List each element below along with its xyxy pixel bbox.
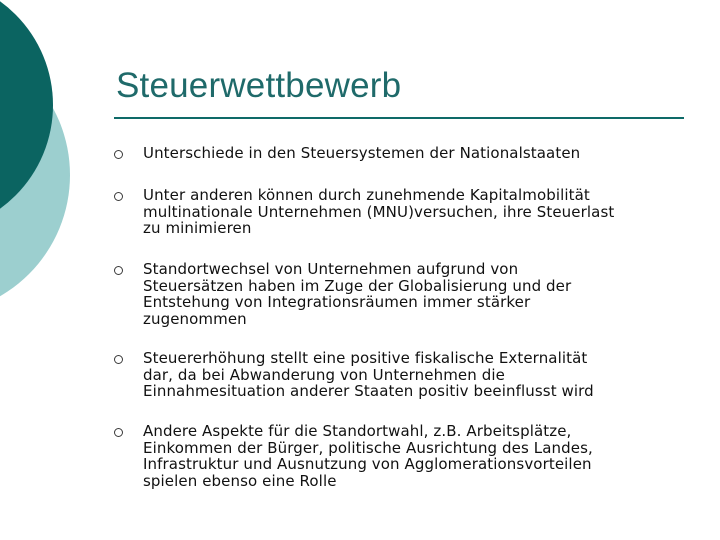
bullet-text: Unterschiede in den Steuersystemen der Nationalstaaten [143, 144, 581, 162]
bullet-text: Andere Aspekte für die Standortwahl, z.B. Arbeitsplätze, Einkommen der Bürger, politische Ausrichtung des Landes, Infrastruktur und Ausnutzung von Agglomerationsvorteilen spielen ebenso eine Rolle [143, 422, 593, 490]
bullet-item [111, 187, 681, 237]
bullet-item [111, 145, 681, 162]
bullet-text: Standortwechsel von Unternehmen aufgrund von Steuersätzen haben im Zuge der Globalisierung und der Entstehung von Integrationsräumen immer stärker zugenommen [143, 260, 572, 328]
bullet-item [111, 423, 681, 489]
bullet-text: Unter anderen können durch zunehmende Kapitalmobilität multinationale Unternehmen (MNU)versuchen, ihre Steuerlast zu minimieren [143, 186, 615, 237]
bullet-circle-icon [114, 355, 123, 364]
slide-title: Steuerwettbewerb [116, 66, 402, 105]
bullet-circle-icon [114, 150, 123, 159]
decorative-circles [0, 0, 90, 300]
bullet-item [111, 350, 681, 400]
bullet-circle-icon [114, 266, 123, 275]
bullet-circle-icon [114, 192, 123, 201]
title-underline [114, 117, 684, 119]
bullet-circle-icon [114, 428, 123, 437]
bullet-text: Steuererhöhung stellt eine positive fiskalische Externalität dar, da bei Abwanderung von Unternehmen die Einnahmesituation anderer Staaten positiv beeinflusst wird [143, 349, 594, 400]
bullet-item [111, 261, 681, 327]
